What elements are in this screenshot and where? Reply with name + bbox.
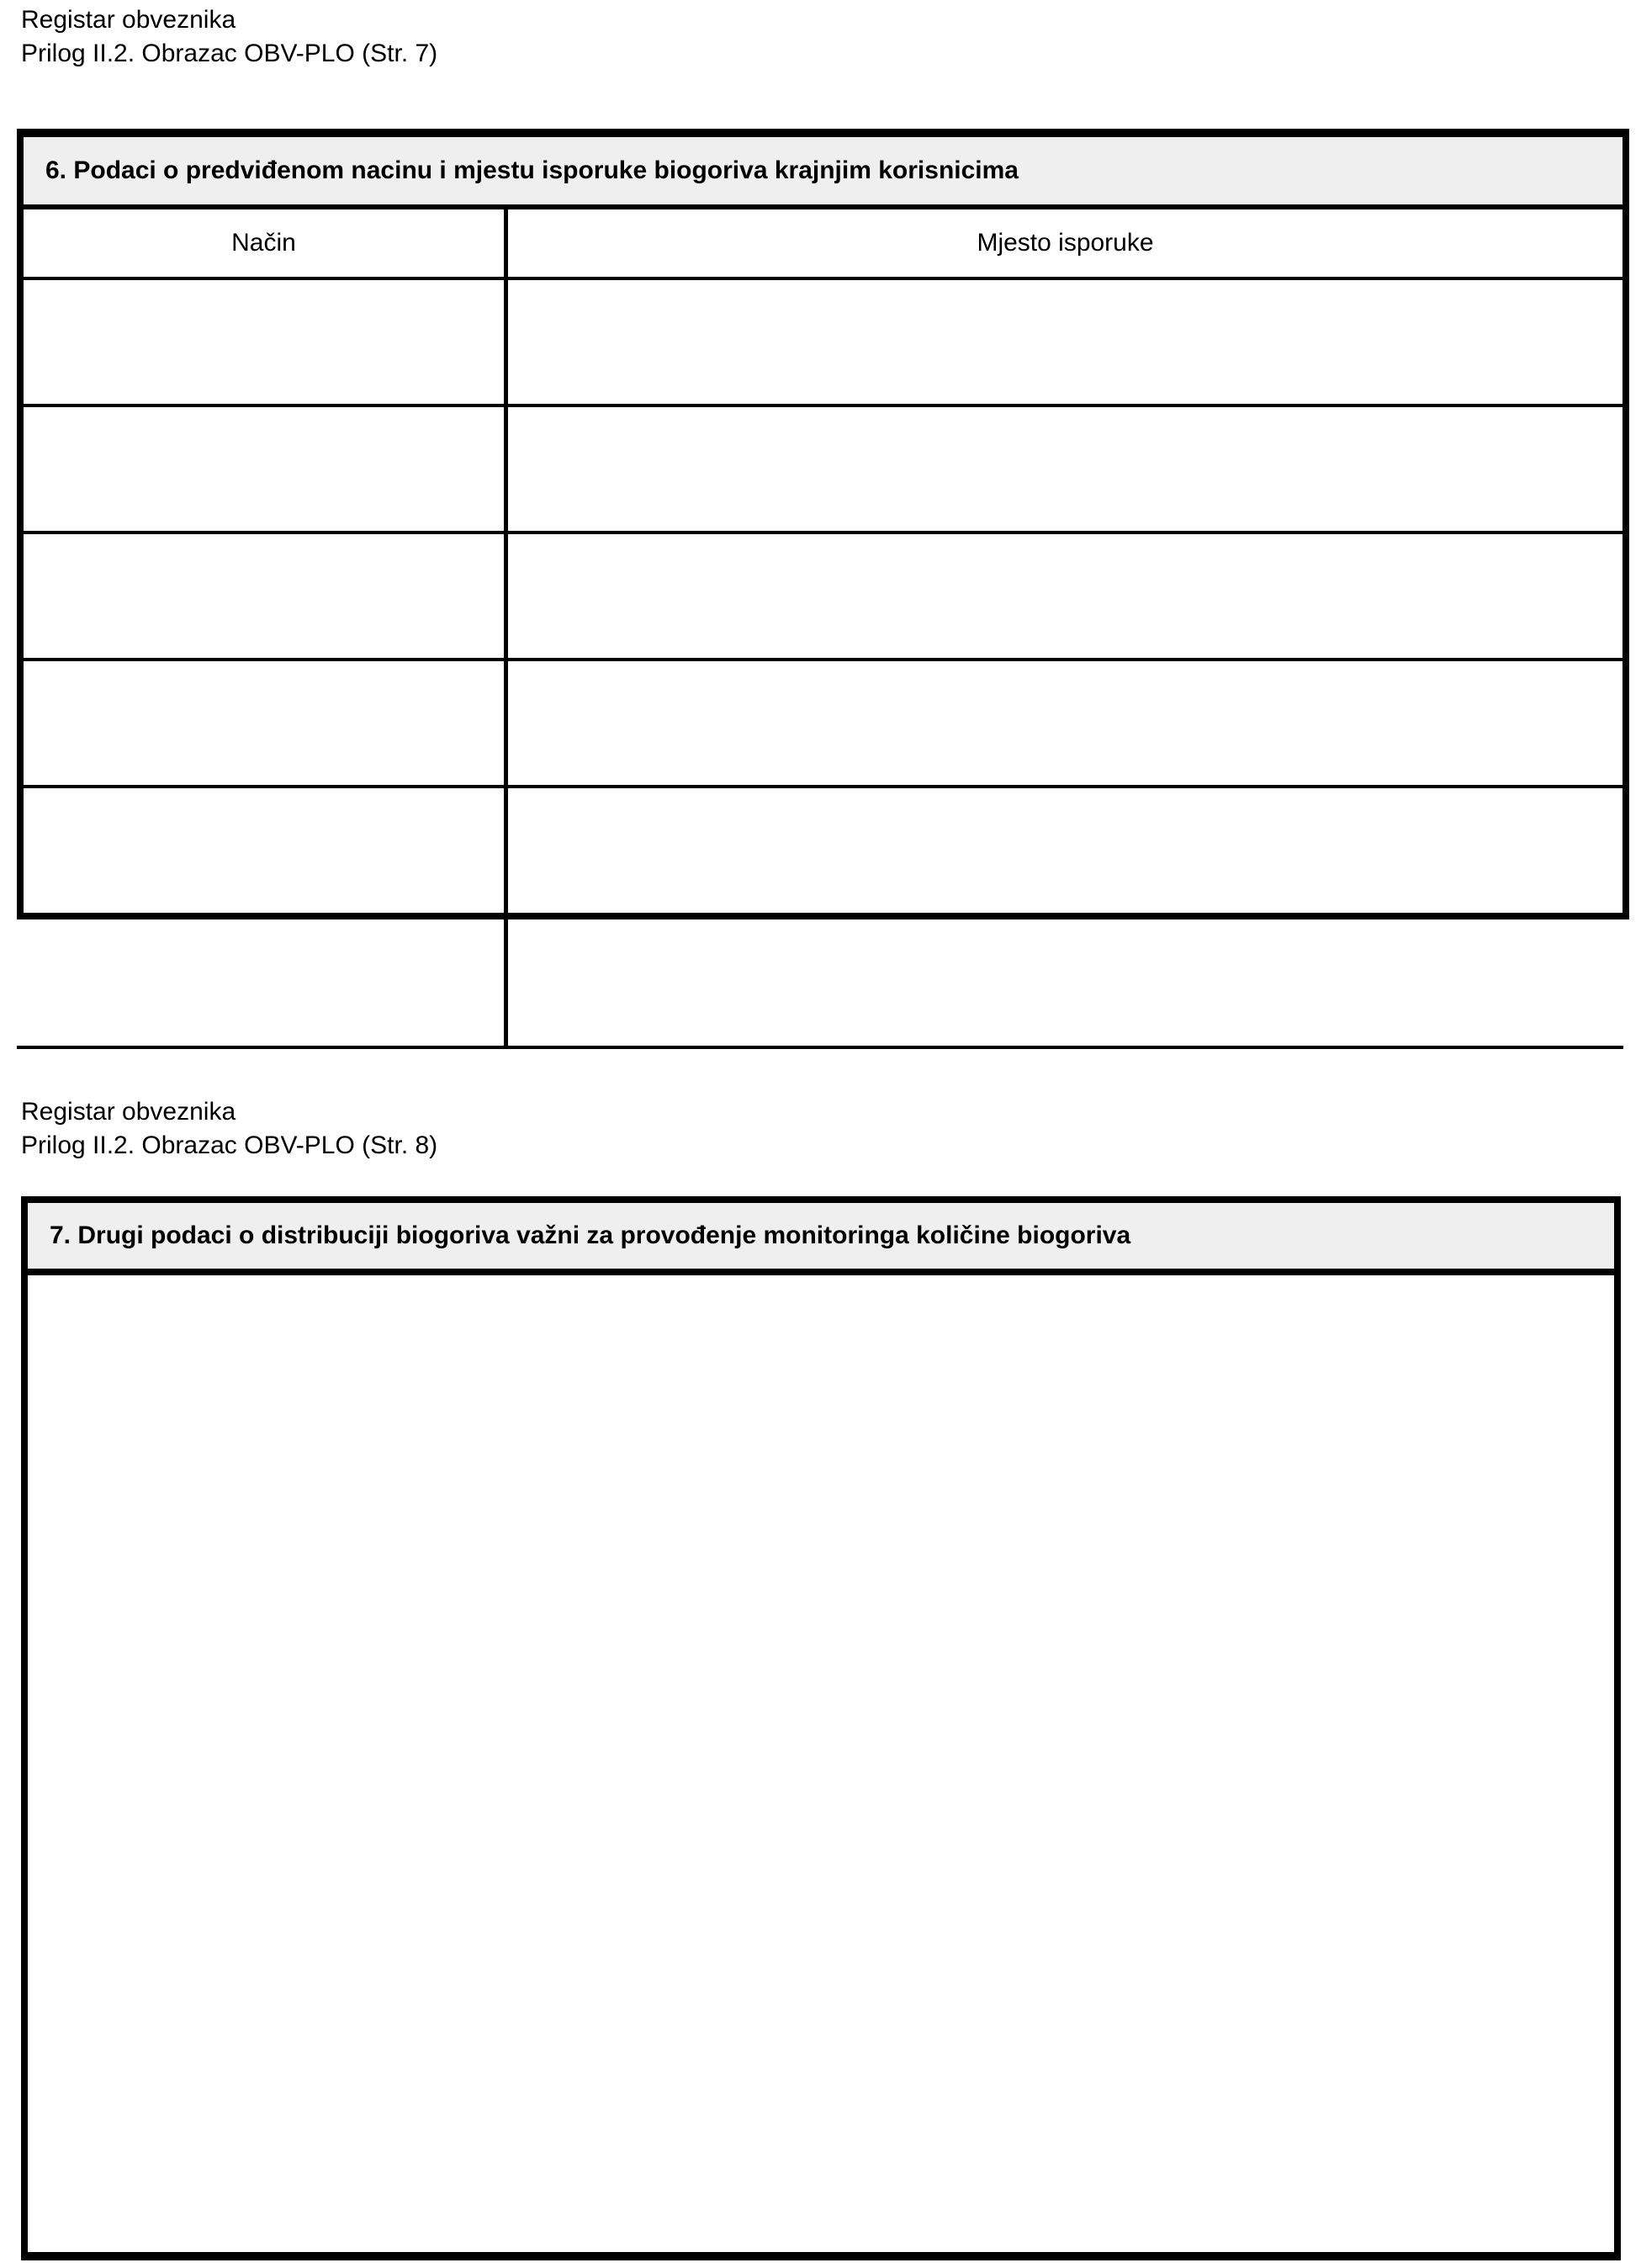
nacin-cell — [24, 661, 508, 785]
mjesto-isporuke-cell — [508, 661, 1622, 785]
section6-title-band — [24, 137, 1622, 209]
form-reference-page7: Prilog II.2. Obrazac OBV-PLO (Str. 7) — [21, 40, 438, 67]
mjesto-isporuke-cell — [508, 919, 1623, 1046]
section6-title: 6. Podaci o predviđenom nacinu i mjestu isporuke biogoriva krajnjim korisnicima — [45, 156, 1019, 184]
form-reference-page8: Prilog II.2. Obrazac OBV-PLO (Str. 8) — [21, 1131, 438, 1159]
section6-column-header-row — [24, 209, 1622, 280]
nacin-cell — [24, 788, 508, 914]
mjesto-isporuke-cell — [508, 534, 1622, 658]
table-row — [24, 407, 1622, 534]
page7-running-header — [21, 3, 437, 71]
section6-table — [17, 129, 1629, 919]
column-header-nacin: Način — [24, 209, 508, 277]
mjesto-isporuke-cell — [508, 407, 1622, 531]
section7-title: 7. Drugi podaci o distribuciji biogoriva važni za provođenje monitoringa količine biogoriva — [50, 1221, 1131, 1249]
section7-title-band — [28, 1203, 1614, 1275]
table-row — [24, 661, 1622, 788]
section6-rows — [24, 280, 1622, 914]
table-row — [24, 280, 1622, 407]
section7-free-text-area — [28, 1275, 1614, 2252]
nacin-cell — [24, 534, 508, 658]
register-title: Registar obveznika — [21, 6, 236, 34]
page8-running-header — [21, 1095, 437, 1163]
register-title: Registar obveznika — [21, 1098, 236, 1126]
nacin-cell — [24, 280, 508, 404]
mjesto-isporuke-cell — [508, 788, 1622, 914]
column-header-mjesto-isporuke: Mjesto isporuke — [977, 229, 1154, 257]
section6-overflow-row — [17, 919, 1623, 1049]
table-row — [24, 788, 1622, 914]
section7-box — [21, 1196, 1621, 2260]
mjesto-isporuke-cell — [508, 280, 1622, 404]
nacin-cell — [17, 919, 508, 1046]
nacin-cell — [24, 407, 508, 531]
table-row — [24, 534, 1622, 661]
